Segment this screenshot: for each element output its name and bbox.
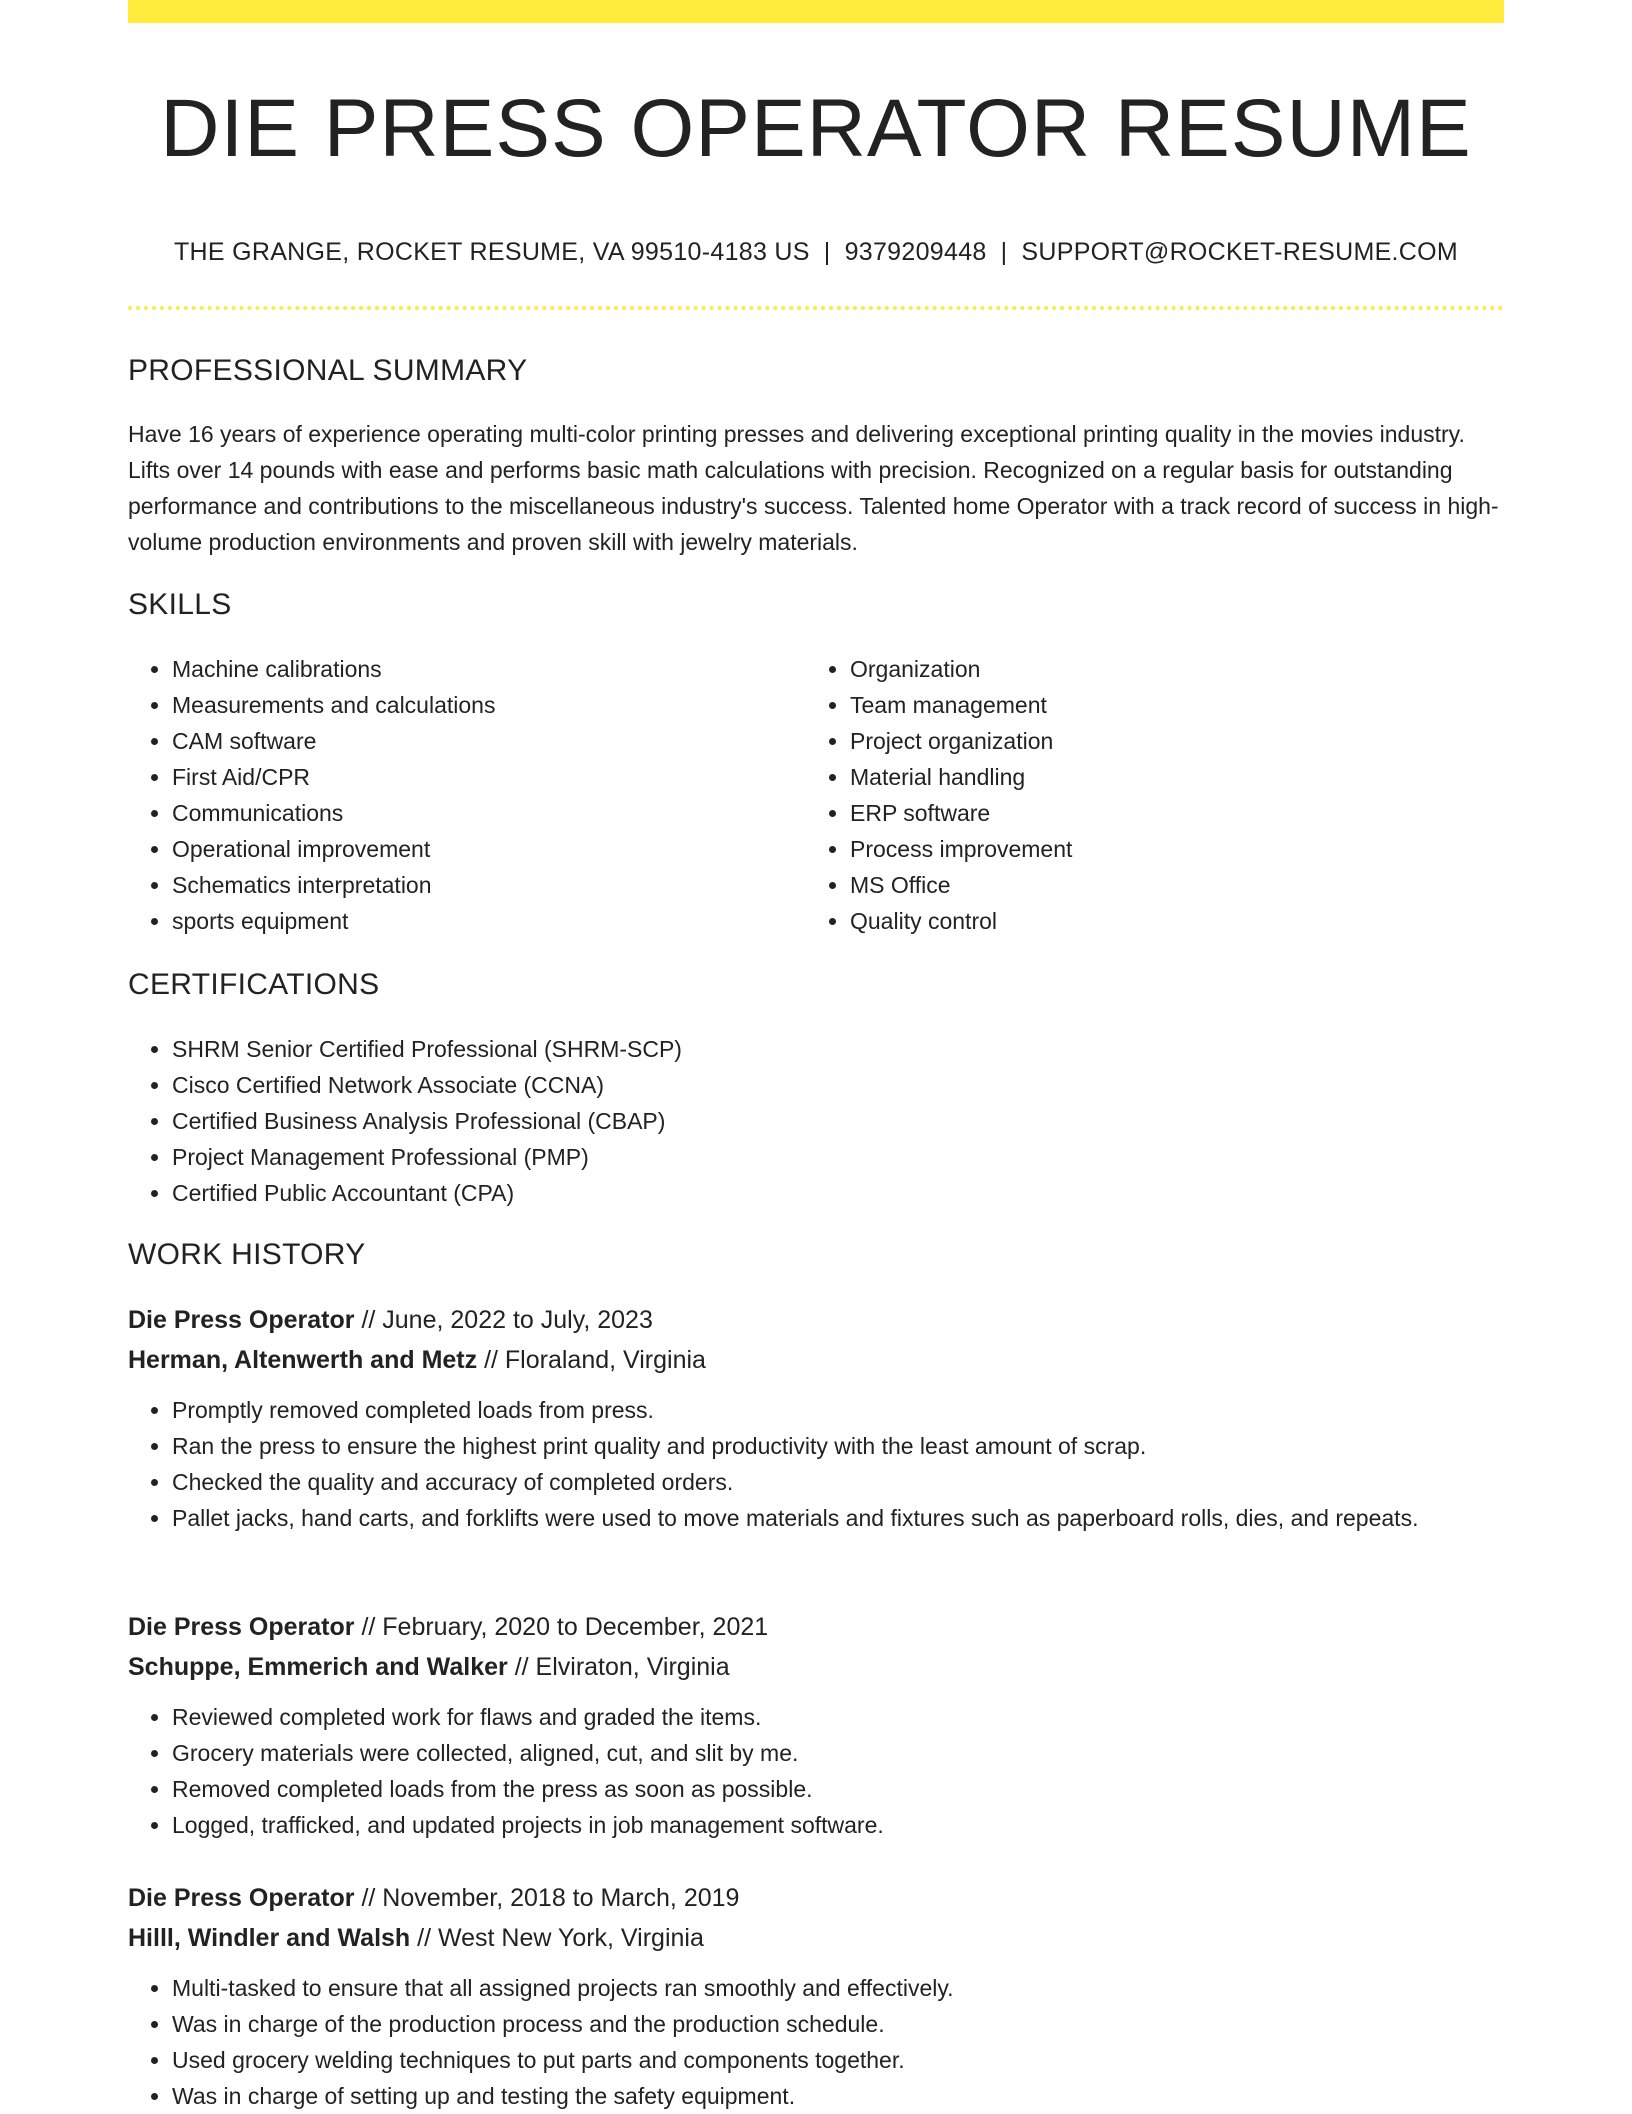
job-bullet: • Multi-tasked to ensure that all assigned projects ran smoothly and effectively.	[172, 1970, 1504, 2006]
skill-item: • Measurements and calculations	[172, 687, 788, 723]
job-bullet: • Checked the quality and accuracy of completed orders.	[172, 1464, 1504, 1500]
job-bullet: • Reviewed completed work for flaws and graded the items.	[172, 1699, 1504, 1735]
skill-item: • Operational improvement	[172, 831, 788, 867]
work-history-heading: WORK HISTORY	[128, 1238, 366, 1271]
job-bullet: • Grocery materials were collected, aligned, cut, and slit by me.	[172, 1735, 1504, 1771]
job-entry	[128, 1878, 1504, 2114]
contact-email: SUPPORT@ROCKET-RESUME.COM	[1021, 238, 1459, 266]
skill-item: • Material handling	[850, 759, 1466, 795]
certifications-list	[128, 1031, 1504, 1211]
contact-separator: |	[823, 238, 831, 266]
job-bullets	[128, 1392, 1504, 1536]
job-dates: // June, 2022 to July, 2023	[354, 1306, 653, 1334]
job-bullets	[128, 1699, 1504, 1843]
skill-item: • Project organization	[850, 723, 1466, 759]
skill-item: • CAM software	[172, 723, 788, 759]
job-bullet: • Ran the press to ensure the highest print quality and productivity with the least amount of scrap.	[172, 1428, 1504, 1464]
job-location: // Elviraton, Virginia	[507, 1653, 730, 1681]
job-bullet: • Used grocery welding techniques to put parts and components together.	[172, 2042, 1504, 2078]
skill-item: • First Aid/CPR	[172, 759, 788, 795]
certification-item: • Certified Business Analysis Professional (CBAP)	[172, 1103, 1504, 1139]
certification-item: • SHRM Senior Certified Professional (SHRM-SCP)	[172, 1031, 1504, 1067]
job-bullet: • Was in charge of the production process and the production schedule.	[172, 2006, 1504, 2042]
job-bullet: • Promptly removed completed loads from press.	[172, 1392, 1504, 1428]
job-bullet: • Pallet jacks, hand carts, and forklifts were used to move materials and fixtures such as paperboard rolls, dies, and repeats.	[172, 1500, 1504, 1536]
skill-item: • Schematics interpretation	[172, 867, 788, 903]
certifications-heading: CERTIFICATIONS	[128, 968, 380, 1001]
certification-item: • Cisco Certified Network Associate (CCNA)	[172, 1067, 1504, 1103]
job-title: Die Press Operator	[128, 1613, 355, 1641]
skills-left-column	[128, 651, 788, 939]
job-dates: // February, 2020 to December, 2021	[354, 1613, 769, 1641]
job-bullets	[128, 1970, 1504, 2114]
skill-item: • Communications	[172, 795, 788, 831]
resume-title: DIE PRESS OPERATOR RESUME	[160, 83, 1472, 174]
job-title: Die Press Operator	[128, 1884, 355, 1912]
job-title-line	[128, 1878, 1504, 1918]
dotted-divider	[128, 306, 1504, 310]
job-location: // West New York, Virginia	[410, 1924, 704, 1952]
skill-item: • Organization	[850, 651, 1466, 687]
skill-item: • MS Office	[850, 867, 1466, 903]
certification-item: • Project Management Professional (PMP)	[172, 1139, 1504, 1175]
job-company-line	[128, 1340, 1504, 1380]
skill-item: • ERP software	[850, 795, 1466, 831]
skill-item: • Team management	[850, 687, 1466, 723]
skill-item: • Process improvement	[850, 831, 1466, 867]
summary-text: Have 16 years of experience operating multi-color printing presses and delivering exceptional printing quality in the movies industry. Lifts over 14 pounds with ease and performs basic math calculations with precision. Recognized on a regular basis for outstanding performance and contributions to the miscellaneous industry's success. Talented home Operator with a track record of success in high-volume production environments and proven skill with jewelry materials.	[128, 421, 1499, 555]
job-title-line	[128, 1300, 1504, 1340]
skill-item: • sports equipment	[172, 903, 788, 939]
job-company: Herman, Altenwerth and Metz	[128, 1346, 478, 1374]
job-company: Schuppe, Emmerich and Walker	[128, 1653, 508, 1681]
contact-separator: |	[1000, 238, 1008, 266]
job-bullet: • Was in charge of setting up and testing the safety equipment.	[172, 2078, 1504, 2114]
contact-address: THE GRANGE, ROCKET RESUME, VA 99510-4183 US	[173, 238, 810, 266]
contact-line	[128, 238, 1504, 267]
top-accent-bar	[128, 0, 1504, 23]
skill-item: • Quality control	[850, 903, 1466, 939]
job-company: Hilll, Windler and Walsh	[128, 1924, 411, 1952]
job-title: Die Press Operator	[128, 1306, 355, 1334]
skills-right-column	[806, 651, 1466, 939]
job-bullet: • Removed completed loads from the press as soon as possible.	[172, 1771, 1504, 1807]
job-bullet: • Logged, trafficked, and updated projects in job management software.	[172, 1807, 1504, 1843]
job-company-line	[128, 1647, 1504, 1687]
skill-item: • Machine calibrations	[172, 651, 788, 687]
job-entry	[128, 1607, 1504, 1843]
job-location: // Floraland, Virginia	[477, 1346, 706, 1374]
summary-heading: PROFESSIONAL SUMMARY	[128, 354, 528, 387]
contact-phone: 9379209448	[844, 238, 987, 266]
job-dates: // November, 2018 to March, 2019	[354, 1884, 740, 1912]
job-title-line	[128, 1607, 1504, 1647]
job-company-line	[128, 1918, 1504, 1958]
job-entry	[128, 1300, 1504, 1536]
skills-heading: SKILLS	[128, 588, 232, 621]
certification-item: • Certified Public Accountant (CPA)	[172, 1175, 1504, 1211]
